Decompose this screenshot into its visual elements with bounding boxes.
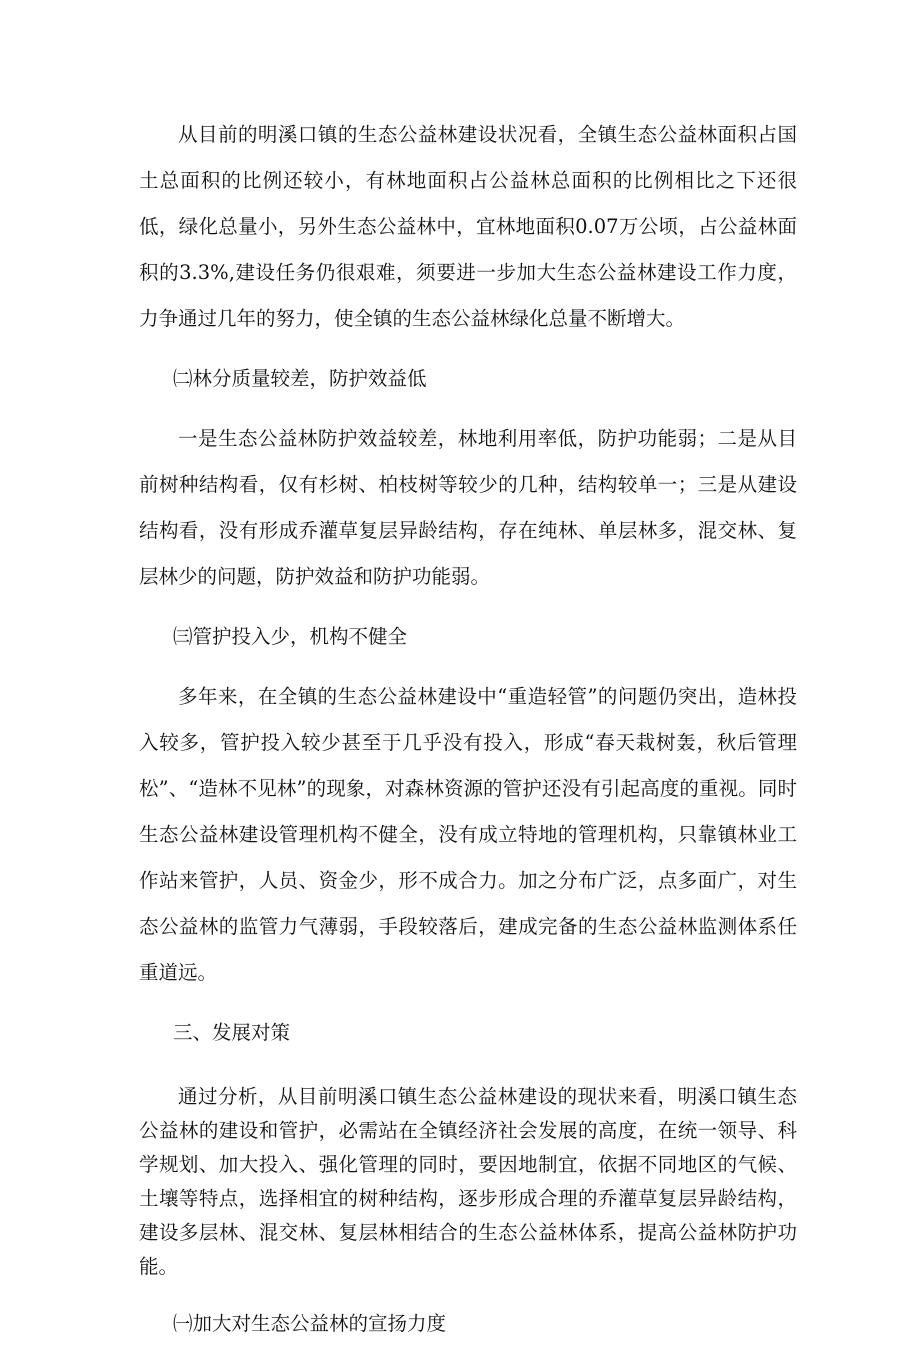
paragraph-development-strategy: 通过分析，从目前明溪口镇生态公益林建设的现状来看，明溪口镇生态公益林的建设和管护，必需站在全镇经济社会发展的高度，在统一领导、科学规划、加大投入、强化管理的同时，要因地制宜，依据不同地区的气候、土壤等特点，选择相宜的树种结构，逐步形成合理的乔灌草复层异龄结构，建设多层林、混交林、复层林相结合的生态公益林体系，提高公益林防护功能。 (139, 1085, 797, 1278)
heading-publicity: ㈠加大对生态公益林的宣扬力度 (173, 1312, 447, 1335)
paragraph-management-investment: 多年来，在全镇的生态公益林建设中“重造轻管”的问题仍突出，造林投入较多，管护投入较少甚至于几乎没有投入，形成“春天栽树轰，秋后管理松”、“造林不见林”的现象，对森林资源的管护还没有引起高度的重视。同时生态公益林建设管理机构不健全，没有成立特地的管理机构，只靠镇林业工作站来管护，人员、资金少，形不成合力。加之分布广泛，点多面广，对生态公益林的监管力气薄弱，手段较落后，建成完备的生态公益林监测体系任重道远。 (139, 685, 797, 984)
document-body (139, 112, 797, 1347)
paragraph-current-status: 从目前的明溪口镇的生态公益林建设状况看，全镇生态公益林面积占国土总面积的比例还较小，有林地面积占公益林总面积的比例相比之下还很低，绿化总量小，另外生态公益林中，宜林地面积0.07万公顷，占公益林面积的3.3%,建设任务仍很艰难，须要进一步加大生态公益林建设工作力度，力争通过几年的努力，使全镇的生态公益林绿化总量不断增大。 (139, 123, 797, 330)
paragraph-forest-quality: 一是生态公益林防护效益较差，林地利用率低，防护功能弱；二是从目前树种结构看，仅有杉树、柏枝树等较少的几种，结构较单一；三是从建设结构看，没有形成乔灌草复层异龄结构，存在纯林、单层林多，混交林、复层林少的问题，防护效益和防护功能弱。 (139, 427, 797, 588)
heading-development-strategy: 三、发展对策 (173, 1021, 291, 1044)
heading-forest-quality: ㈡林分质量较差，防护效益低 (173, 367, 427, 390)
heading-management-investment: ㈢管护投入少，机构不健全 (173, 625, 408, 648)
